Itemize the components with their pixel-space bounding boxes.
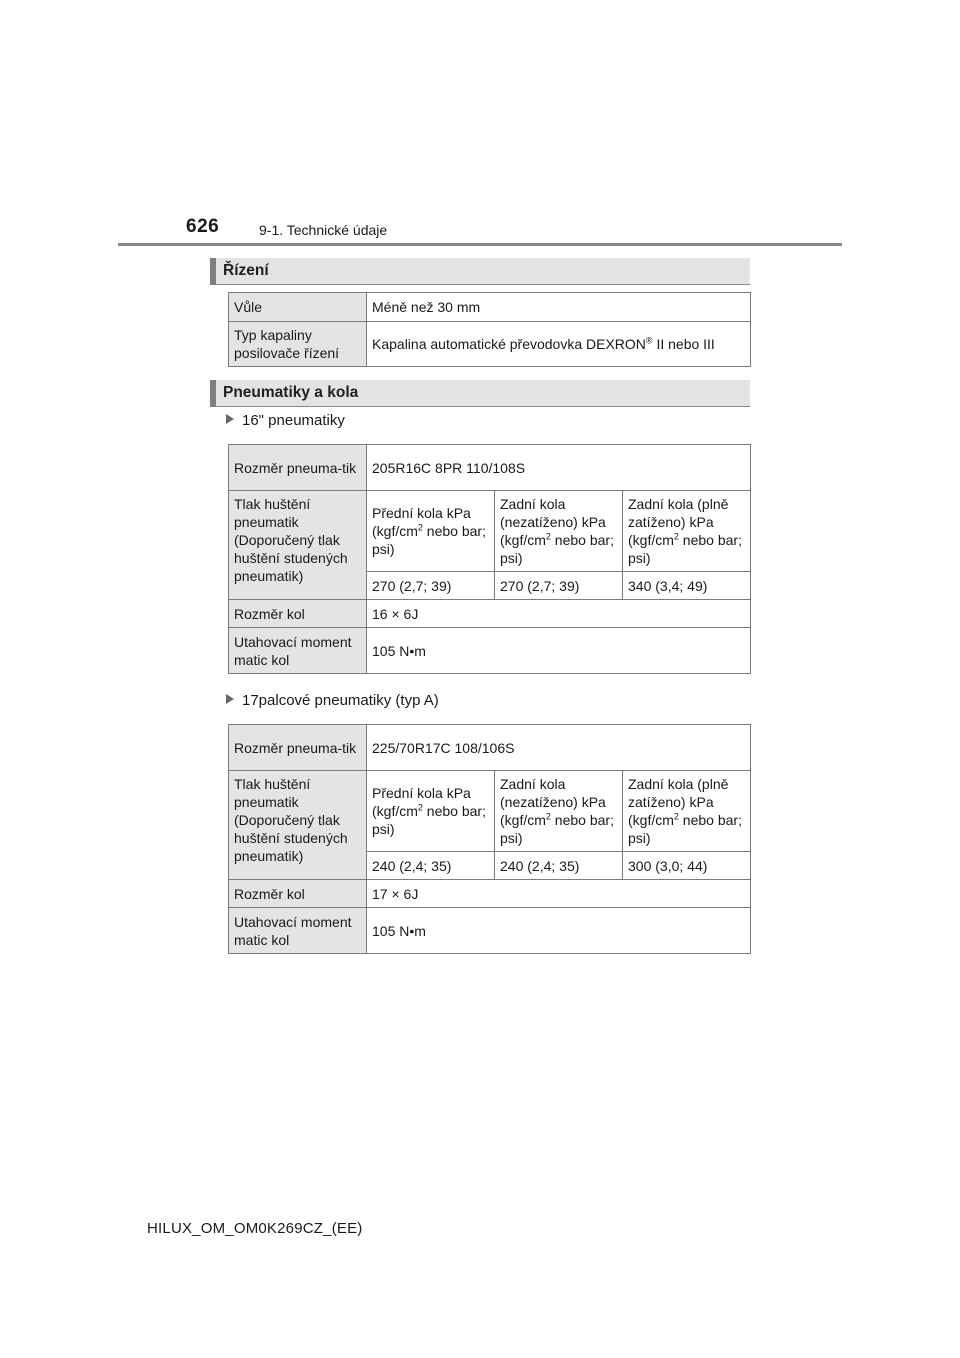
front-label: Přední kola kPa ($kgf/cm^2$ nebo bar; psi) bbox=[367, 771, 495, 852]
size-value: 225/70R17C 108/106S bbox=[367, 725, 751, 771]
table-row bbox=[229, 293, 751, 322]
play-value: Méně než 30 mm bbox=[367, 293, 751, 322]
table-row bbox=[229, 322, 751, 367]
fluid-value: Kapalina automatické převodovka DEXRON® II nebo III bbox=[367, 322, 751, 367]
rear-laden-value: 340 (3,4; 49) bbox=[623, 572, 751, 600]
wheel-label: Rozměr kol bbox=[229, 600, 367, 628]
wheel-value: 17 × 6J bbox=[367, 880, 751, 908]
table-row bbox=[229, 908, 751, 954]
rear-unladen-label: Zadní kola (nezatíženo) kPa ($kgf/cm^2$ nebo bar; psi) bbox=[495, 771, 623, 852]
table-row bbox=[229, 491, 751, 572]
play-label: Vůle bbox=[229, 293, 367, 322]
front-label: Přední kola kPa ($kgf/cm^2$ nebo bar; psi) bbox=[367, 491, 495, 572]
size-label: Rozměr pneuma-tik bbox=[229, 725, 367, 771]
triangle-bullet-icon bbox=[226, 414, 234, 424]
torque-value: 105 N•m bbox=[367, 628, 751, 674]
document-code: HILUX_OM_OM0K269CZ_(EE) bbox=[147, 1220, 363, 1237]
page-number: 626 bbox=[186, 216, 220, 237]
rear-laden-value: 300 (3,0; 44) bbox=[623, 852, 751, 880]
section-heading-steering bbox=[210, 258, 750, 285]
fluid-label: Typ kapaliny posilovače řízení bbox=[229, 322, 367, 367]
table-row bbox=[229, 628, 751, 674]
subheading-text: 16" pneumatiky bbox=[242, 412, 345, 429]
chapter-title: 9-1. Technické údaje bbox=[259, 222, 388, 238]
table-row bbox=[229, 771, 751, 852]
table-row bbox=[229, 445, 751, 491]
section-heading-tires bbox=[210, 380, 750, 407]
front-value: 270 (2,7; 39) bbox=[367, 572, 495, 600]
table-row bbox=[229, 880, 751, 908]
torque-label: Utahovací moment matic kol bbox=[229, 908, 367, 954]
wheel-value: 16 × 6J bbox=[367, 600, 751, 628]
section-heading-bar bbox=[210, 380, 216, 407]
rear-unladen-value: 240 (2,4; 35) bbox=[495, 852, 623, 880]
section-heading-text: Řízení bbox=[223, 262, 269, 279]
torque-label: Utahovací moment matic kol bbox=[229, 628, 367, 674]
subheading-text: 17palcové pneumatiky (typ A) bbox=[242, 692, 439, 709]
header-rule bbox=[118, 243, 842, 246]
rear-unladen-value: 270 (2,7; 39) bbox=[495, 572, 623, 600]
section-heading-bar bbox=[210, 258, 216, 285]
subheading-16-tires bbox=[226, 412, 345, 429]
table-row bbox=[229, 725, 751, 771]
pressure-label: Tlak huštění pneumatik (Doporučený tlak huštění studených pneumatik) bbox=[229, 771, 367, 880]
front-value: 240 (2,4; 35) bbox=[367, 852, 495, 880]
pressure-label: Tlak huštění pneumatik (Doporučený tlak huštění studených pneumatik) bbox=[229, 491, 367, 600]
rear-laden-label: Zadní kola (plně zatíženo) kPa ($kgf/cm^2$ nebo bar; psi) bbox=[623, 771, 751, 852]
triangle-bullet-icon bbox=[226, 694, 234, 704]
size-value: 205R16C 8PR 110/108S bbox=[367, 445, 751, 491]
section-heading-text: Pneumatiky a kola bbox=[223, 384, 359, 401]
rear-unladen-label: Zadní kola (nezatíženo) kPa ($kgf/cm^2$ nebo bar; psi) bbox=[495, 491, 623, 572]
rear-laden-label: Zadní kola (plně zatíženo) kPa ($kgf/cm^2$ nebo bar; psi) bbox=[623, 491, 751, 572]
wheel-label: Rozměr kol bbox=[229, 880, 367, 908]
torque-value: 105 N•m bbox=[367, 908, 751, 954]
table-row bbox=[229, 600, 751, 628]
tires-17-table bbox=[228, 724, 751, 954]
tires-16-table bbox=[228, 444, 751, 674]
size-label: Rozměr pneuma-tik bbox=[229, 445, 367, 491]
steering-table bbox=[228, 292, 751, 367]
subheading-17-tires bbox=[226, 692, 439, 709]
